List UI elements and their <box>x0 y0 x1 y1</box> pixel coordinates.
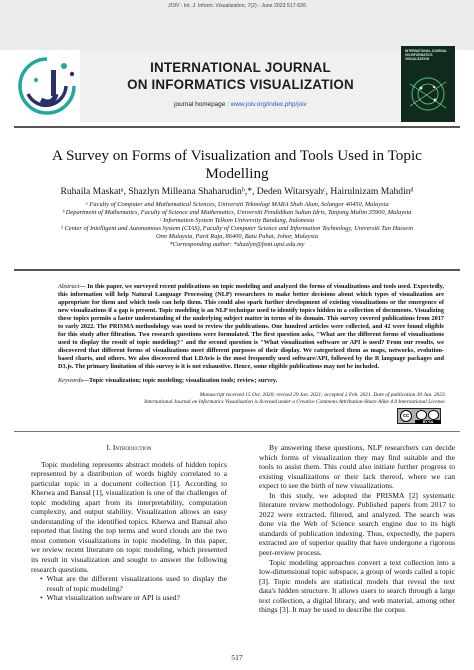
attribution-icon <box>416 410 427 420</box>
affiliation-d-cont: Onn Malaysia, Parit Raja, 86400, Batu Pahat, Johor, Malaysia <box>155 233 319 241</box>
paper-title-line1: A Survey on Forms of Visualization and Tools Used in Topic <box>52 147 422 164</box>
keywords-label: Keywords <box>58 377 83 384</box>
intro-paragraph-4: Topic modeling approaches convert a text collection into a low-dimensional topic subspace, a group of words called a topic [3]. Topic models are statistical models that reveal the text data's hidden structure. It allows users to search through a large text collection, a digital library, and web material, among other things [3]. It may be used to describe the corpus <box>259 557 455 615</box>
keywords <box>58 377 444 384</box>
research-question-2: What visualization software or API is used? <box>46 593 180 603</box>
homepage-link[interactable]: www.joiv.org/index.php/joiv <box>230 101 307 108</box>
cc-logo-icon: cc <box>400 410 412 422</box>
journal-cover-thumbnail <box>401 46 455 122</box>
list-item <box>40 593 227 603</box>
keywords-text: —Topic visualization; topic modeling; visualization tools; review; survey. <box>82 377 278 384</box>
section-number: I. <box>106 443 111 452</box>
paper-title <box>40 147 434 182</box>
intro-paragraph-2: By answering these questions, NLP researchers can decide which forms of visualization they may find suitable and the tools to assist them. This could also initiate further progress to existing visualizations or their lack thereof, where we can expect to see the birth of new visualizations. <box>259 443 455 491</box>
page-number: 517 <box>231 653 243 662</box>
manuscript-dates <box>20 392 446 406</box>
manuscript-history: Manuscript received 15 Oct. 2020; revised 29 Jan. 2021; accepted 2 Feb. 2021. Date of publication 30 Jun. 2023. <box>199 392 446 398</box>
cover-title: INTERNATIONAL JOURNAL ON INFORMATICS VISUALIZATION <box>405 49 447 61</box>
abstract-label: Abstract <box>58 283 80 290</box>
affiliations <box>20 201 454 250</box>
intro-paragraph-3: In this study, we adopted the PRISMA [2] systematic literature review methodology. Published papers from 2017 to 2022 were extracted, filtered, and analyzed. The search was done via the Web of Science search engine due to its high standards of publication indexing. Thus, expectedly, the papers extracted are of superior quality that have undergone a rigorous peer-review process. <box>259 490 455 558</box>
abstract-text: — In this paper, we surveyed recent publications on topic modeling and analyzed the forms of visualizations and tools used. Expectedly, this information will help Natural Language Processing (NLP) researchers to make better decisions about which types of visualization are appropriate for them and which tools can help them. This could also spark further development of existing visualizations or the emergence of new visualizations if a gap is present. Topic modeling is an NLP technique used to identify topics hidden in a collection of documents. Visualizing these topics permits a faster understanding of the underlying subject matter in terms of its domain. This survey covered publications from 2017 to early 2022. The PRISMA methodology was used to review the publications. One hundred articles were collected, and 42 were found eligible for this study after filtration. Two research questions were formulated. The first question asks, "What are the different forms of visualizations used to display the result of topic modeling?" and the second question is "What visualization software or API is used? From our results, we discovered that different forms of visualizations meet different purposes of their display. We categorized them as maps, networks, evolution-based charts, and others. We also discovered that LDAvis is the most frequently used software/API, followed by the R language packages and D3.js. The primary limitation of this survey is it is not exhaustive. Hence, some eligible publications may not be included. <box>58 283 444 370</box>
journal-title-line2: ON INFORMATICS VISUALIZATION <box>127 77 354 92</box>
section-title: Introduction <box>112 443 152 452</box>
license-statement: International Journal on Informatics Visualization is licensed under a Creative Commons Attribution-Share Alike 4.0 International License. <box>144 399 446 405</box>
intro-paragraph-1: Topic modeling represents abstract models of hidden topics represented by a distribution of words highly correlated to a particular topic in a document collection [1]. According to Kherwa and Bansal [1], visualization is one of the challenges of topic modeling apart from its interpretability, computation complexity, and output stability. Visualization allows an easy understanding of the identified topics. Kherwa and Bansal also reported that listing the top terms and word clouds are the two most common visualizations in topic modeling. In this paper, we review recent literature on topic modeling, which presented its result in visualization and sought to answer the following research questions. <box>31 459 227 574</box>
journal-homepage <box>80 101 401 108</box>
bullet-icon: • <box>40 574 43 584</box>
body-divider <box>14 431 460 432</box>
affiliation-a: ᵃ Faculty of Computer and Mathematical Sciences, Universiti Teknologi MARA Shah Alam, Selangor 40450, Malaysia <box>85 201 389 208</box>
research-questions-list <box>31 574 227 603</box>
affiliation-c: ᶜ Information System Telkom University Bandung, Indonesia <box>159 217 315 225</box>
left-column <box>31 443 227 603</box>
right-column <box>259 443 455 615</box>
journal-title-line1: INTERNATIONAL JOURNAL <box>150 60 331 75</box>
share-alike-icon <box>428 410 439 420</box>
journal-logo <box>14 50 80 122</box>
abstract-top-divider <box>14 269 460 271</box>
paper-title-line2: Modelling <box>205 164 269 182</box>
affiliation-b: ᵇ Department of Mathematics, Faculty of Science and Mathematics, Universiti Pendidikan Sultan Idris, Tanjong Malim 35900, Malaysia <box>62 209 412 217</box>
journal-reference: JOIV : Int. J. Inform. Visualization, 7(2) - June 2023 517-526 <box>167 3 307 9</box>
journal-title <box>80 59 401 93</box>
bullet-icon: • <box>40 593 43 603</box>
section-heading <box>31 443 227 453</box>
list-item <box>40 574 227 593</box>
homepage-label: journal homepage : <box>174 101 229 108</box>
journal-logo-icon <box>14 50 80 122</box>
license-badge-labels: BY SA <box>415 420 441 424</box>
research-question-1: What are the different visualizations used to display the result of topic modeling? <box>46 574 227 593</box>
creative-commons-badge[interactable] <box>397 408 441 424</box>
abstract <box>58 283 444 370</box>
corresponding-author: *Corresponding author: *shazlyn@fsmt.upsi.edu.my <box>169 241 305 249</box>
header-divider <box>14 126 460 128</box>
author-list: Ruhaila Maskatᵃ, Shazlyn Milleana Shaharudinᵇ,*, Deden Witarsyahᶜ, Hairulnizam Mahdinᵈ <box>60 186 414 197</box>
affiliation-d: ᵈ Center of Intelligent and Autonomous System (CIAS), Faculty of Computer Science and Information Technology, Universiti Tun Hussein <box>60 225 414 233</box>
